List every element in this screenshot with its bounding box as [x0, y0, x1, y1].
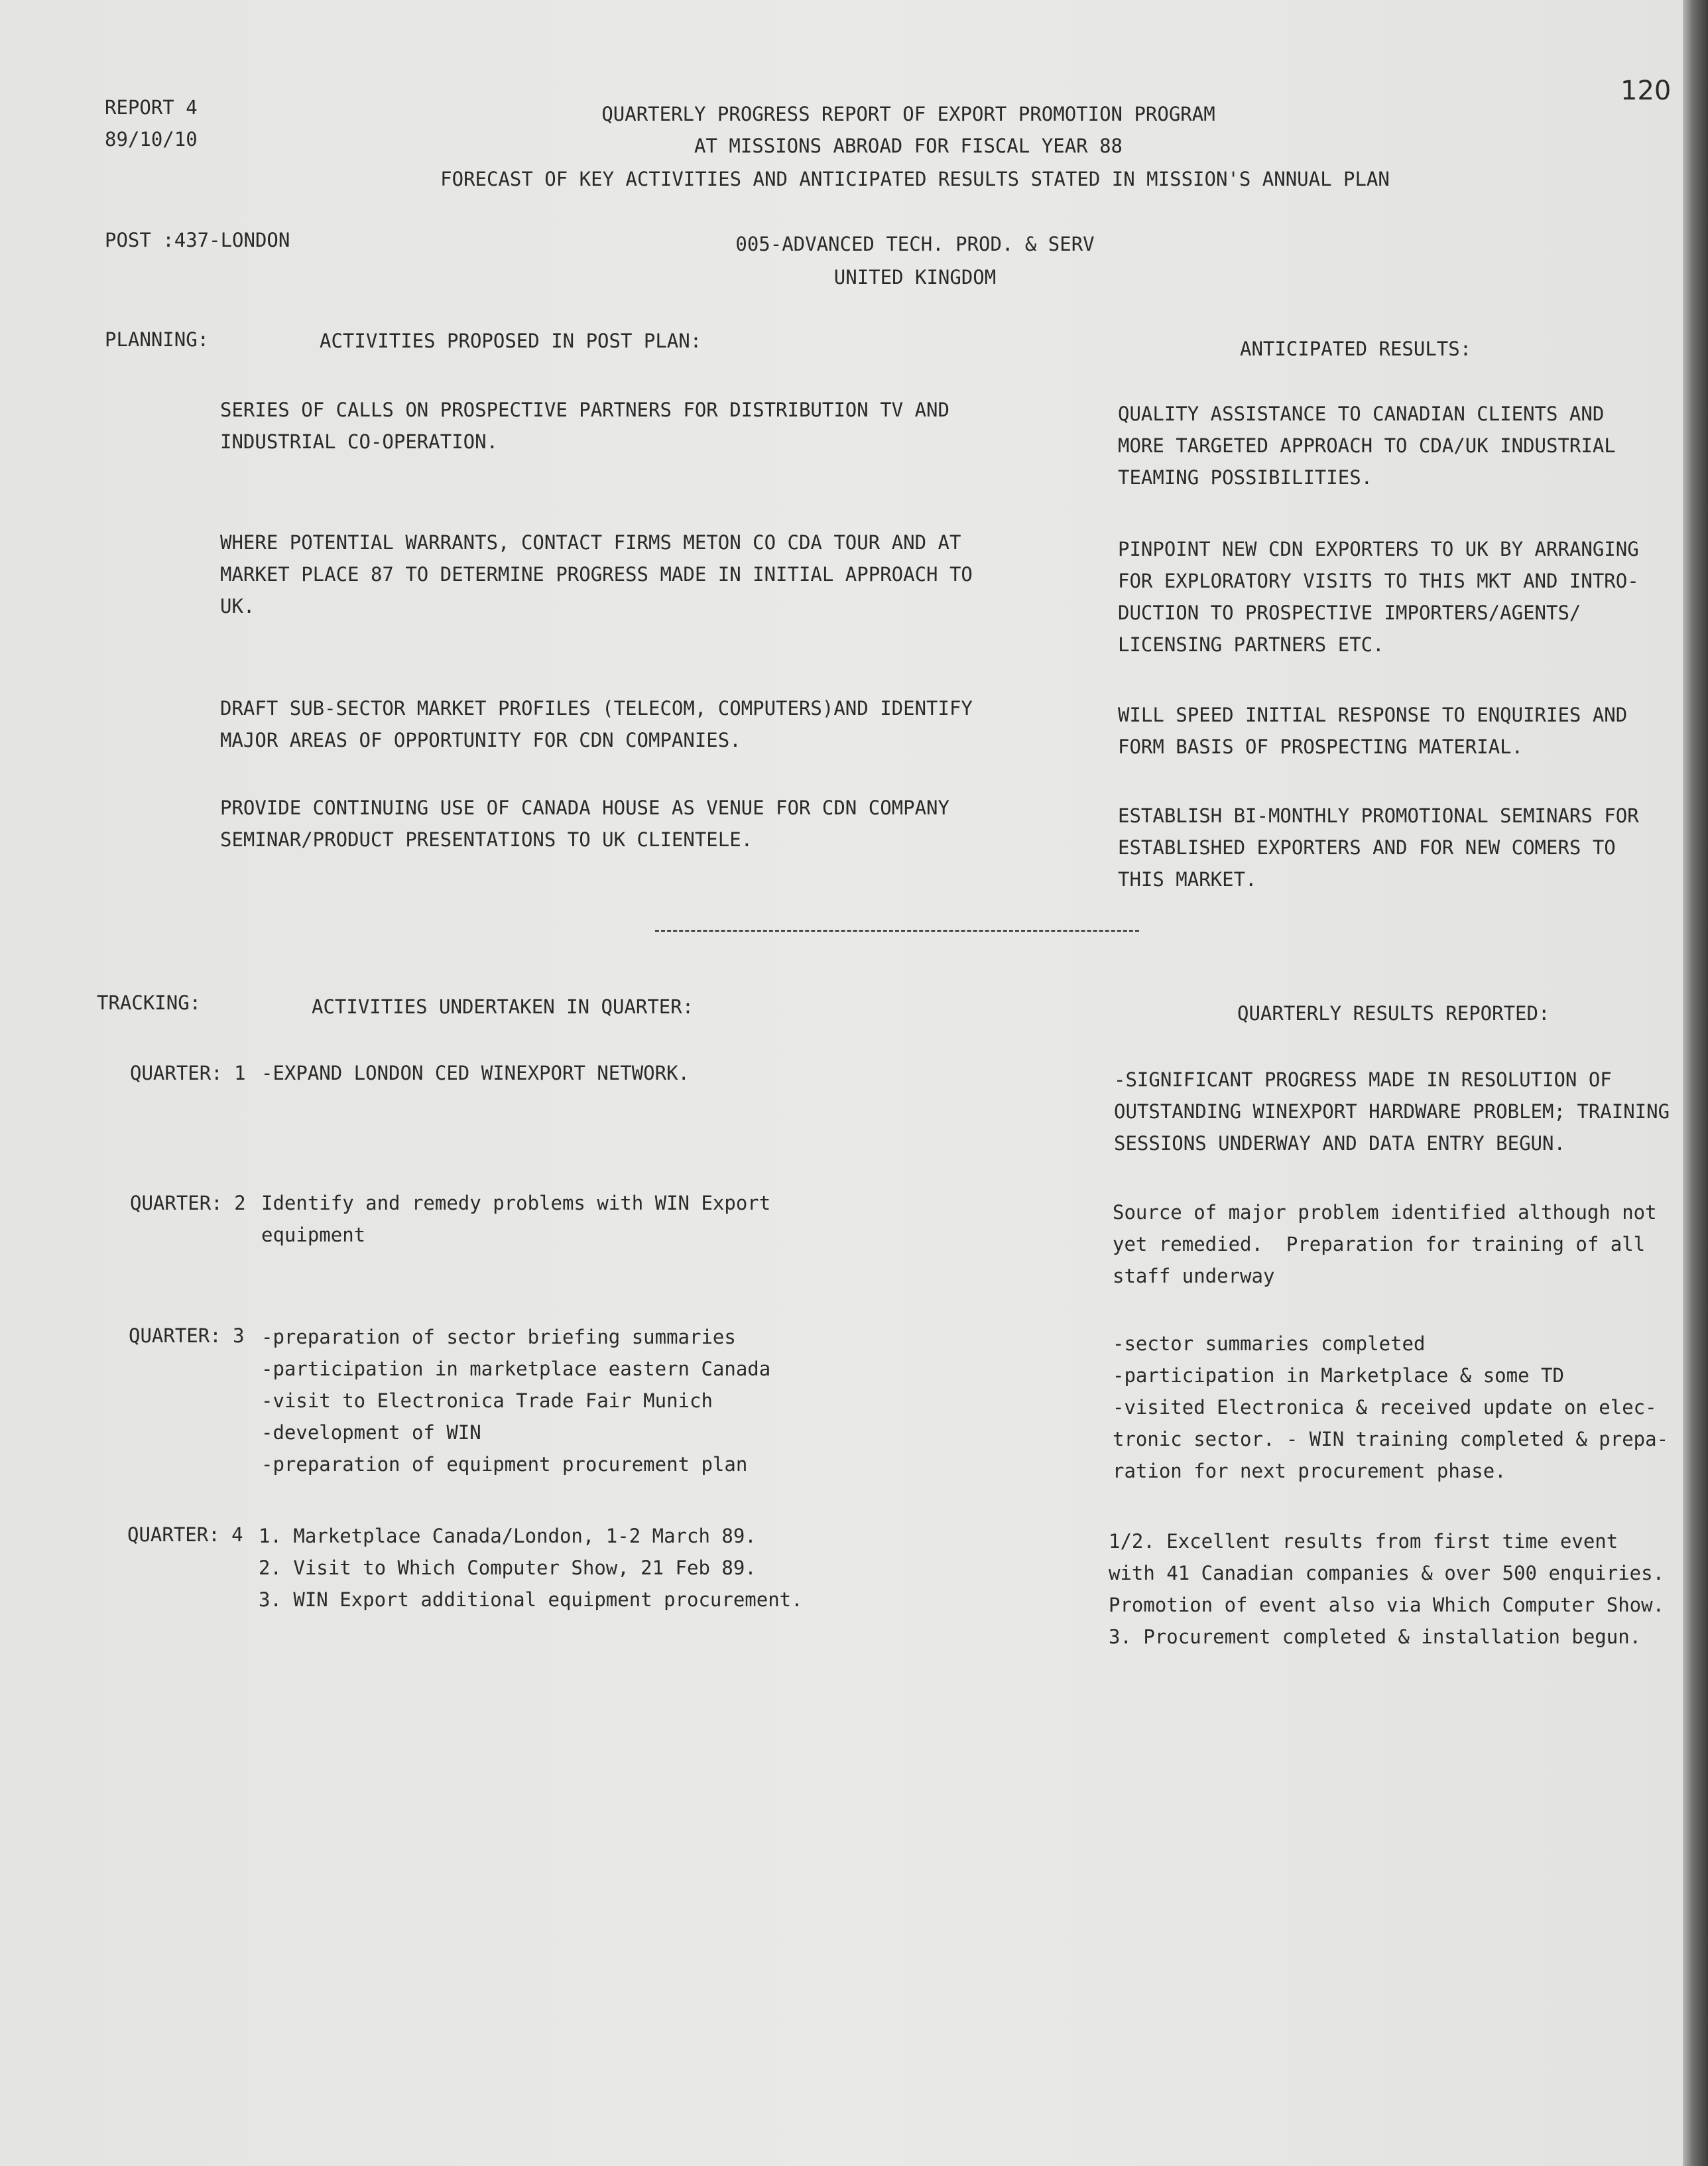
planning-label: PLANNING:	[105, 328, 210, 351]
sector-line-1: 005-ADVANCED TECH. PROD. & SERV	[735, 233, 1095, 255]
quarter-label: QUARTER: 4	[127, 1523, 243, 1546]
quarter-result: -SIGNIFICANT PROGRESS MADE IN RESOLUTION OF OUTSTANDING WINEXPORT HARDWARE PROBLEM; TRAINING SESSIONS UNDERWAY AND DATA ENTRY BEGUN.	[1114, 1068, 1670, 1155]
report-number: REPORT 4	[105, 96, 198, 119]
page-number: 120	[1620, 76, 1672, 106]
planning-result: WILL SPEED INITIAL RESPONSE TO ENQUIRIES AND FORM BASIS OF PROSPECTING MATERIAL.	[1118, 704, 1628, 758]
tracking-activities-heading: ACTIVITIES UNDERTAKEN IN QUARTER:	[312, 995, 694, 1018]
planning-results-heading: ANTICIPATED RESULTS:	[1240, 338, 1472, 360]
post-field: POST :437-LONDON	[105, 229, 290, 251]
quarter-label: QUARTER: 1	[130, 1062, 246, 1084]
planning-result: ESTABLISH BI-MONTHLY PROMOTIONAL SEMINARS FOR ESTABLISHED EXPORTERS AND FOR NEW COMERS TO THIS MARKET.	[1118, 804, 1639, 891]
quarter-activity: 1. Marketplace Canada/London, 1-2 March 89. 2. Visit to Which Computer Show, 21 Feb 89. 3. WIN Export additional equipment procurement.	[259, 1525, 803, 1611]
sector-line-2: UNITED KINGDOM	[833, 266, 997, 288]
planning-activity: WHERE POTENTIAL WARRANTS, CONTACT FIRMS METON CO CDA TOUR AND AT MARKET PLACE 87 TO DETERMINE PROGRESS MADE IN INITIAL APPROACH TO UK.	[220, 531, 973, 617]
planning-result: QUALITY ASSISTANCE TO CANADIAN CLIENTS AND MORE TARGETED APPROACH TO CDA/UK INDUSTRIAL TEAMING POSSIBILITIES.	[1118, 403, 1616, 489]
tracking-label: TRACKING:	[97, 991, 202, 1014]
quarter-label: QUARTER: 2	[130, 1192, 246, 1214]
report-title-line-2: AT MISSIONS ABROAD FOR FISCAL YEAR 88	[694, 135, 1123, 157]
quarter-activity: -preparation of sector briefing summaries -participation in marketplace eastern Canada -visit to Electronica Trade Fair Munich -development of WIN -preparation of equipment procurement plan	[261, 1326, 771, 1476]
quarter-result: 1/2. Excellent results from first time event with 41 Canadian companies & over 500 enquiries. Promotion of event also via Which Computer Show. 3. Procurement completed & installation begun.	[1109, 1530, 1665, 1648]
planning-activity: DRAFT SUB-SECTOR MARKET PROFILES (TELECOM, COMPUTERS)AND IDENTIFY MAJOR AREAS OF OPPORTUNITY FOR CDN COMPANIES.	[220, 697, 973, 751]
planning-activity: SERIES OF CALLS ON PROSPECTIVE PARTNERS FOR DISTRIBUTION TV AND INDUSTRIAL CO-OPERATION.	[220, 399, 949, 453]
section-divider	[655, 930, 1139, 932]
report-date: 89/10/10	[105, 128, 198, 151]
planning-activities-heading: ACTIVITIES PROPOSED IN POST PLAN:	[320, 330, 702, 352]
quarter-activity: Identify and remedy problems with WIN Export equipment	[261, 1192, 771, 1246]
tracking-results-heading: QUARTERLY RESULTS REPORTED:	[1237, 1002, 1550, 1025]
quarter-result: -sector summaries completed -participation in Marketplace & some TD -visited Electronica & received update on elec- tronic sector. - WIN training completed & prepa- ration for next procurement phase.	[1113, 1332, 1669, 1482]
report-title-line-1: QUARTERLY PROGRESS REPORT OF EXPORT PROMOTION PROGRAM	[601, 103, 1215, 125]
quarter-activity: -EXPAND LONDON CED WINEXPORT NETWORK.	[261, 1062, 690, 1084]
planning-result: PINPOINT NEW CDN EXPORTERS TO UK BY ARRANGING FOR EXPLORATORY VISITS TO THIS MKT AND INTRO- DUCTION TO PROSPECTIVE IMPORTERS/AGENTS/ LICENSING PARTNERS ETC.	[1118, 538, 1639, 656]
planning-activity: PROVIDE CONTINUING USE OF CANADA HOUSE AS VENUE FOR CDN COMPANY SEMINAR/PRODUCT PRESENTATIONS TO UK CLIENTELE.	[220, 796, 949, 851]
report-title-line-3: FORECAST OF KEY ACTIVITIES AND ANTICIPATED RESULTS STATED IN MISSION'S ANNUAL PLAN	[440, 168, 1390, 190]
quarter-result: Source of major problem identified although not yet remedied. Preparation for training of all staff underway	[1113, 1201, 1657, 1287]
quarter-label: QUARTER: 3	[129, 1324, 245, 1347]
binding-edge-shadow	[1683, 0, 1708, 2166]
